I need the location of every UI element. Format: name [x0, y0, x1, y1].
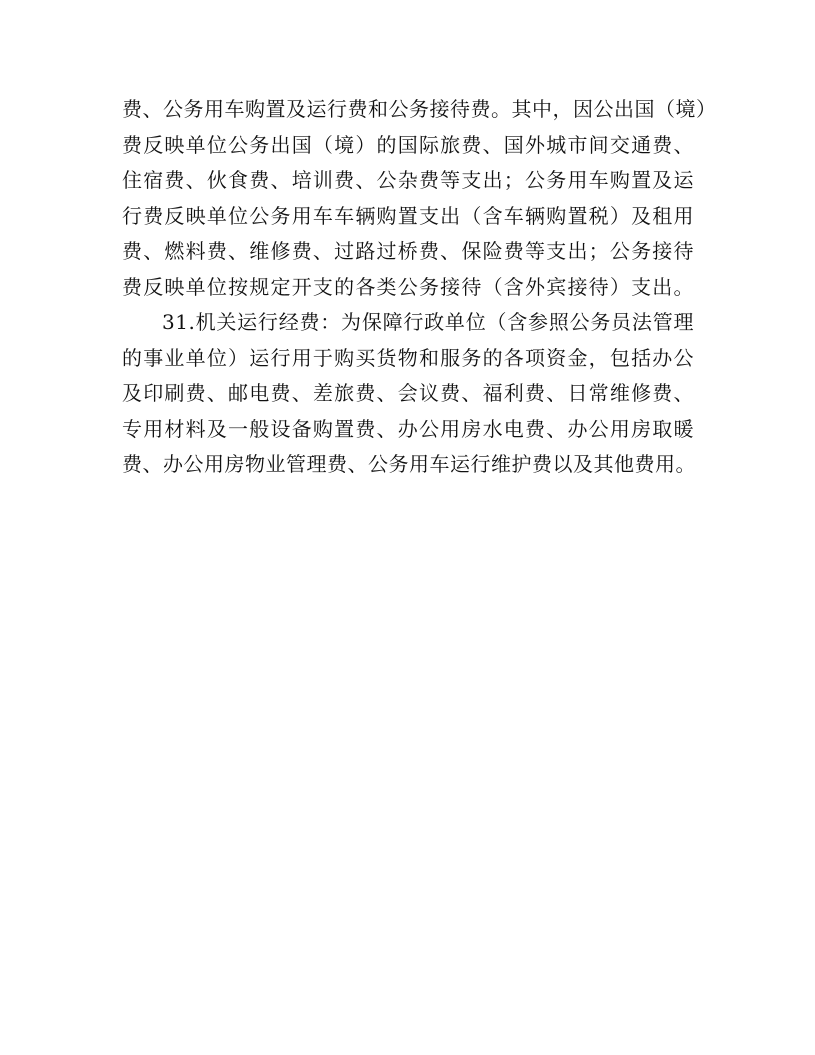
paragraph-line: 及印刷费、邮电费、差旅费、会议费、福利费、日常维修费、 — [122, 381, 694, 405]
paragraph-line: 行费反映单位公务用车车辆购置支出（含车辆购置税）及租用 — [122, 203, 694, 228]
body-text — [122, 92, 717, 483]
paragraph-line: 费反映单位按规定开支的各类公务接待（含外宾接待）支出。 — [122, 274, 694, 299]
paragraph-line: 专用材料及一般设备购置费、办公用房水电费、办公用房取暖 — [122, 416, 694, 441]
paragraph-line: 费、公务用车购置及运行费和公务接待费。其中，因公出国（境） — [122, 97, 717, 121]
definition-31-line: 31.机关运行经费：为保障行政单位（含参照公务员法管理 — [162, 310, 694, 334]
paragraph-line: 费反映单位公务出国（境）的国际旅费、国外城市间交通费、 — [122, 132, 694, 157]
paragraph-line: 费、燃料费、维修费、过路过桥费、保险费等支出；公务接待 — [122, 239, 694, 263]
paragraph-line: 费、办公用房物业管理费、公务用车运行维护费以及其他费用。 — [122, 452, 696, 476]
paragraph-line: 住宿费、伙食费、培训费、公杂费等支出；公务用车购置及运 — [122, 168, 694, 192]
paragraph-line: 的事业单位）运行用于购买货物和服务的各项资金，包括办公 — [122, 345, 694, 370]
